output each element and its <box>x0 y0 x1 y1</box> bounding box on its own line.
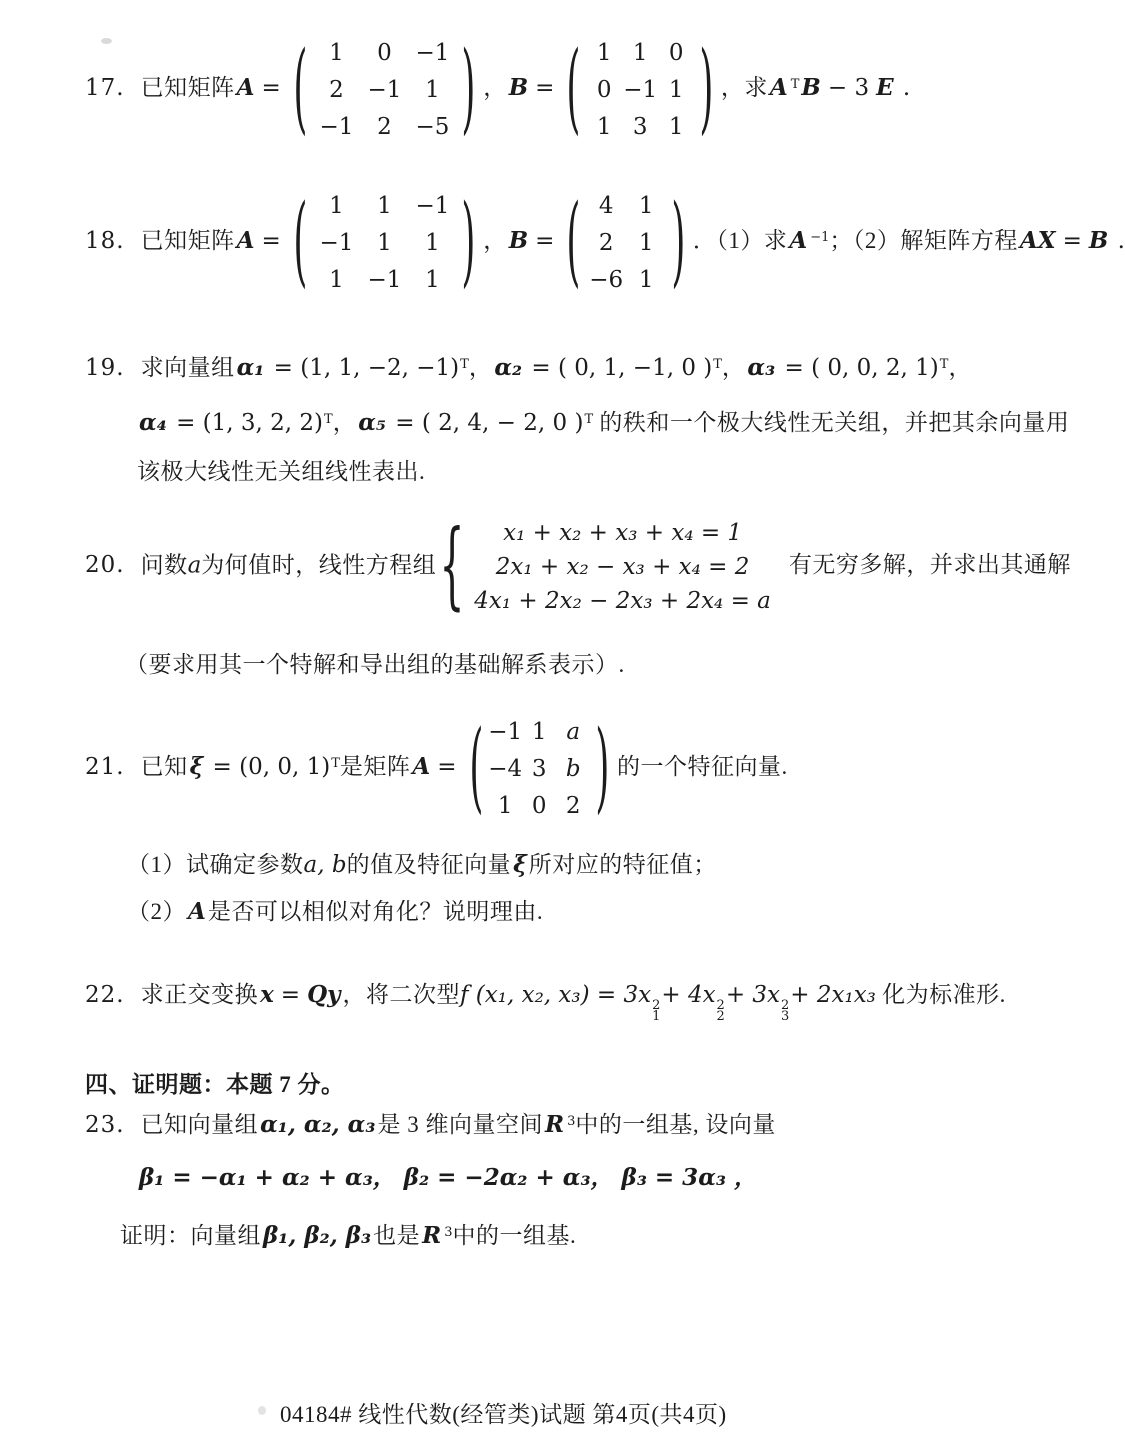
comma: ， <box>468 355 493 380</box>
matrix-A <box>291 30 478 146</box>
matrix-cell: −1 <box>415 39 450 66</box>
var-A: A <box>412 752 431 780</box>
var-a: a <box>187 552 202 579</box>
matrix-cell: −1 <box>367 76 402 103</box>
question-19-line3-text: 该极大线性无关组线性表出. <box>137 459 426 484</box>
matrix-cell: 1 <box>638 229 654 256</box>
equation-1: x₁ + x₂ + x₃ + x₄ = 1 <box>503 520 743 546</box>
matrix-cell: 4 <box>598 192 614 219</box>
var-B: B <box>801 73 821 101</box>
matrix-cell: 1 <box>668 76 684 103</box>
subscript-3: 3 <box>781 1009 790 1024</box>
scan-artifact <box>101 38 112 44</box>
question-19-line2 <box>137 405 1069 438</box>
question-17-seek: ，求 <box>720 74 768 100</box>
subscript-2: 2 <box>716 1009 725 1024</box>
superscript-2: 2 <box>781 998 790 1013</box>
var-R3: R <box>422 1222 442 1249</box>
matrix-cell: 1 <box>329 192 344 219</box>
page-footer <box>280 1396 727 1429</box>
left-paren: ( <box>566 30 581 146</box>
transpose-superscript: T <box>713 357 722 372</box>
matrix-cell: 1 <box>531 718 547 745</box>
matrix-B <box>564 30 715 146</box>
equals-sign: = <box>437 753 457 780</box>
question-20 <box>85 511 1071 621</box>
question-21 <box>85 709 788 825</box>
question-23-text1: 已知向量组 <box>140 1112 259 1137</box>
left-paren: ( <box>293 183 308 299</box>
sub2-text: 是否可以相似对角化？说明理由. <box>207 899 544 924</box>
system-brace: { <box>439 511 465 621</box>
question-23-text3: 中的一组基, 设向量 <box>575 1112 776 1137</box>
vector-alpha1-values: = (1, 1, −2, −1) <box>266 355 460 381</box>
question-21-sub2 <box>127 897 543 927</box>
section-4-title: 四、证明题：本题 7 分。 <box>85 1072 345 1097</box>
question-18-lead: 已知矩阵 <box>140 227 235 253</box>
question-23-text4: 证明：向量组 <box>120 1223 261 1248</box>
var-Qy: Qy <box>307 981 341 1008</box>
question-20-number: 20. <box>85 552 125 579</box>
minus-3: − 3 <box>827 74 870 101</box>
R3-superscript: 3 <box>444 1225 453 1240</box>
equals-sign: = <box>280 982 301 1008</box>
sub2-label: （2） <box>127 899 186 924</box>
matrix-cell: −1 <box>319 113 354 140</box>
transpose-superscript: T <box>460 357 469 372</box>
matrix-cell: 2 <box>598 229 614 256</box>
matrix-cell: 0 <box>596 76 612 103</box>
question-17 <box>85 30 911 146</box>
matrix-B-cells <box>586 187 666 298</box>
transpose-superscript: T <box>331 755 340 771</box>
matrix-cell: −1 <box>488 718 523 745</box>
transpose-superscript: T <box>939 357 949 372</box>
transpose-superscript: T <box>324 412 333 427</box>
right-paren: ) <box>671 183 686 299</box>
vector-alpha3-values: = ( 0, 0, 2, 1) <box>777 355 939 381</box>
inverse-superscript: −1 <box>810 229 830 245</box>
matrix-cell: −1 <box>367 266 402 293</box>
matrix-cell: 3 <box>632 113 648 140</box>
question-19-line1 <box>85 350 972 383</box>
question-17-lead: 已知矩阵 <box>140 74 235 100</box>
sup-sub-pair <box>717 1000 725 1022</box>
question-19-number: 19. <box>85 355 125 381</box>
transpose-superscript: T <box>790 76 800 92</box>
matrix-cell: −1 <box>319 229 354 256</box>
matrix-cell: 1 <box>425 266 440 293</box>
sub1-text-a: （1）试确定参数 <box>127 852 304 877</box>
vector-alpha4-values: = (1, 3, 2, 2) <box>168 410 324 436</box>
matrix-cell: 2 <box>329 76 344 103</box>
section-4-heading <box>85 1070 345 1100</box>
matrix-cell: 1 <box>425 76 440 103</box>
question-20-tail: 有无穷多解，并求出其通解 <box>788 552 1071 578</box>
matrix-cell: 1 <box>329 39 344 66</box>
question-21-tail: 的一个特征向量. <box>616 753 788 779</box>
question-20-lead2: 为何值时，线性方程组 <box>201 552 437 578</box>
beta-vectors: β₁, β₂, β₃ <box>263 1222 372 1249</box>
question-23-text2: 是 3 维向量空间 <box>377 1112 543 1137</box>
left-paren: ( <box>566 183 581 299</box>
equation-system <box>474 518 771 616</box>
vector-alpha5-values: = ( 2, 4, − 2, 0 ) <box>387 410 584 436</box>
question-23-line2 <box>137 1163 759 1193</box>
matrix-B <box>564 183 687 299</box>
matrix-cell: 1 <box>638 266 654 293</box>
scan-artifact <box>258 1406 266 1415</box>
vector-alpha2: α₂ <box>494 354 523 381</box>
question-22-text1: 求正交变换 <box>140 982 259 1007</box>
matrix-cell: 2 <box>377 113 392 140</box>
question-19-tail: 的秩和一个极大线性无关组，并把其余向量用 <box>593 410 1070 435</box>
matrix-cell: 1 <box>497 792 513 819</box>
beta-definitions: β₁ = −α₁ + α₂ + α₃， β₂ = −2α₂ + α₃， β₃ = 3α₃ ， <box>139 1164 757 1191</box>
question-22 <box>85 980 1006 1022</box>
question-20-note-text: （要求用其一个特解和导出组的基础解系表示）. <box>125 652 625 677</box>
comma: ， <box>483 74 507 100</box>
comma: ， <box>721 355 746 380</box>
question-23-text5: 也是 <box>373 1223 421 1248</box>
question-17-number: 17. <box>85 74 125 101</box>
matrix-cell: 1 <box>377 192 392 219</box>
transpose-superscript: T <box>584 412 594 427</box>
xi-values: = (0, 0, 1) <box>205 753 331 780</box>
right-paren: ) <box>699 30 714 146</box>
var-A-transpose: A <box>769 73 788 101</box>
matrix-cell: 1 <box>425 229 440 256</box>
var-A: A <box>188 898 206 925</box>
question-18-number: 18. <box>85 227 125 254</box>
var-xi: ξ <box>189 752 204 780</box>
superscript-2: 2 <box>716 998 725 1013</box>
var-B: B <box>508 73 529 101</box>
matrix-cell: 1 <box>596 113 612 140</box>
superscript-2: 2 <box>652 998 661 1013</box>
alpha-vectors: α₁, α₂, α₃ <box>260 1111 376 1138</box>
matrix-cell: −4 <box>488 755 523 782</box>
matrix-B-cells <box>586 34 694 145</box>
equals-sign: = <box>261 227 281 254</box>
matrix-cell: 0 <box>531 792 547 819</box>
var-x: x <box>260 981 274 1008</box>
var-A: A <box>236 73 255 101</box>
sup-sub-pair <box>781 1000 789 1022</box>
quadratic-form-part2: + 4x <box>661 982 716 1008</box>
matrix-cell: 1 <box>329 266 344 293</box>
vector-alpha3: α₃ <box>747 354 776 381</box>
question-22-text3: 化为标准形. <box>875 982 1006 1007</box>
matrix-A-cells <box>488 713 590 824</box>
question-21-sub1 <box>127 850 717 880</box>
matrix-cell: −1 <box>623 76 658 103</box>
subscript-1: 1 <box>652 1009 661 1024</box>
quadratic-form-part4: + 2x₁x₃ <box>790 982 876 1008</box>
var-E: E <box>876 73 894 101</box>
var-A-inverse: A <box>789 226 808 254</box>
vector-alpha5: α₅ <box>358 409 386 436</box>
sup-sub-pair <box>652 1000 660 1022</box>
question-23-number: 23. <box>85 1112 125 1138</box>
matrix-cell: 1 <box>377 229 392 256</box>
matrix-cell: 2 <box>565 792 581 819</box>
comma: ， <box>483 227 507 253</box>
matrix-cell: −1 <box>415 192 450 219</box>
sub1-text-b: 的值及特征向量 <box>346 852 512 877</box>
left-paren: ( <box>293 30 308 146</box>
var-AX: AX <box>1019 226 1056 254</box>
question-23-text6: 中的一组基. <box>452 1223 577 1248</box>
question-18-part2: ；（2）解矩阵方程 <box>829 227 1018 253</box>
var-xi: ξ <box>513 851 527 878</box>
var-B: B <box>508 226 529 254</box>
right-paren: ) <box>461 30 476 146</box>
var-B: B <box>1088 226 1109 254</box>
matrix-cell: 1 <box>596 39 612 66</box>
vector-alpha1: α₁ <box>236 354 265 381</box>
matrix-A-cells <box>312 34 456 145</box>
var-R3: R <box>544 1111 565 1138</box>
question-19-lead: 求向量组 <box>140 355 235 380</box>
matrix-A-cells <box>312 187 456 298</box>
matrix-cell-a: a <box>566 718 581 745</box>
matrix-cell: 1 <box>638 192 654 219</box>
question-21-number: 21. <box>85 753 125 780</box>
quadratic-form-part3: + 3x <box>725 982 781 1008</box>
question-21-lead: 已知 <box>140 753 188 779</box>
matrix-cell: 3 <box>531 755 547 782</box>
question-23-line3 <box>120 1218 576 1251</box>
period: . <box>895 74 911 101</box>
matrix-cell: 0 <box>668 39 684 66</box>
equation-3: 4x₁ + 2x₂ − 2x₃ + 2x₄ = a <box>474 588 771 614</box>
quadratic-form-part1: f (x₁, x₂, x₃) = 3x <box>459 982 652 1008</box>
matrix-cell: −6 <box>589 266 624 293</box>
equals-sign: = <box>261 74 281 101</box>
question-18-part1: ．（1）求 <box>692 227 788 253</box>
sub1-text-c: 所对应的特征值； <box>528 852 717 877</box>
equals-sign: = <box>1062 227 1082 254</box>
vector-alpha2-values: = ( 0, 1, −1, 0 ) <box>524 355 713 381</box>
matrix-cell-b: b <box>565 755 581 782</box>
question-21-lead2: 是矩阵 <box>339 753 411 779</box>
var-A: A <box>236 226 255 254</box>
question-22-number: 22. <box>85 982 125 1008</box>
equation-2: 2x₁ + x₂ − x₃ + x₄ = 2 <box>495 554 750 580</box>
footer-text: 04184# 线性代数(经管类)试题 第4页(共4页) <box>280 1402 727 1427</box>
question-23-line1 <box>85 1107 776 1140</box>
equals-sign: = <box>535 227 555 254</box>
matrix-A <box>291 183 478 299</box>
matrix-A <box>467 709 612 825</box>
R3-superscript: 3 <box>567 1114 576 1129</box>
left-paren: ( <box>468 709 483 825</box>
period: . <box>1110 227 1125 254</box>
vector-alpha4: α₄ <box>139 409 167 436</box>
equals-sign: = <box>535 74 555 101</box>
vars-a-b: a, b <box>303 852 347 878</box>
matrix-cell: 1 <box>632 39 648 66</box>
right-paren: ) <box>461 183 476 299</box>
question-20-lead1: 问数 <box>140 552 188 578</box>
right-paren: ) <box>595 709 610 825</box>
matrix-cell: 1 <box>668 113 684 140</box>
matrix-cell: −5 <box>415 113 450 140</box>
matrix-cell: 0 <box>377 39 392 66</box>
comma: ， <box>332 410 357 435</box>
question-18 <box>85 183 1125 299</box>
question-19-line3 <box>137 457 425 487</box>
question-22-text2: ，将二次型 <box>342 982 460 1007</box>
question-20-note <box>125 650 625 680</box>
comma: ， <box>948 355 972 380</box>
